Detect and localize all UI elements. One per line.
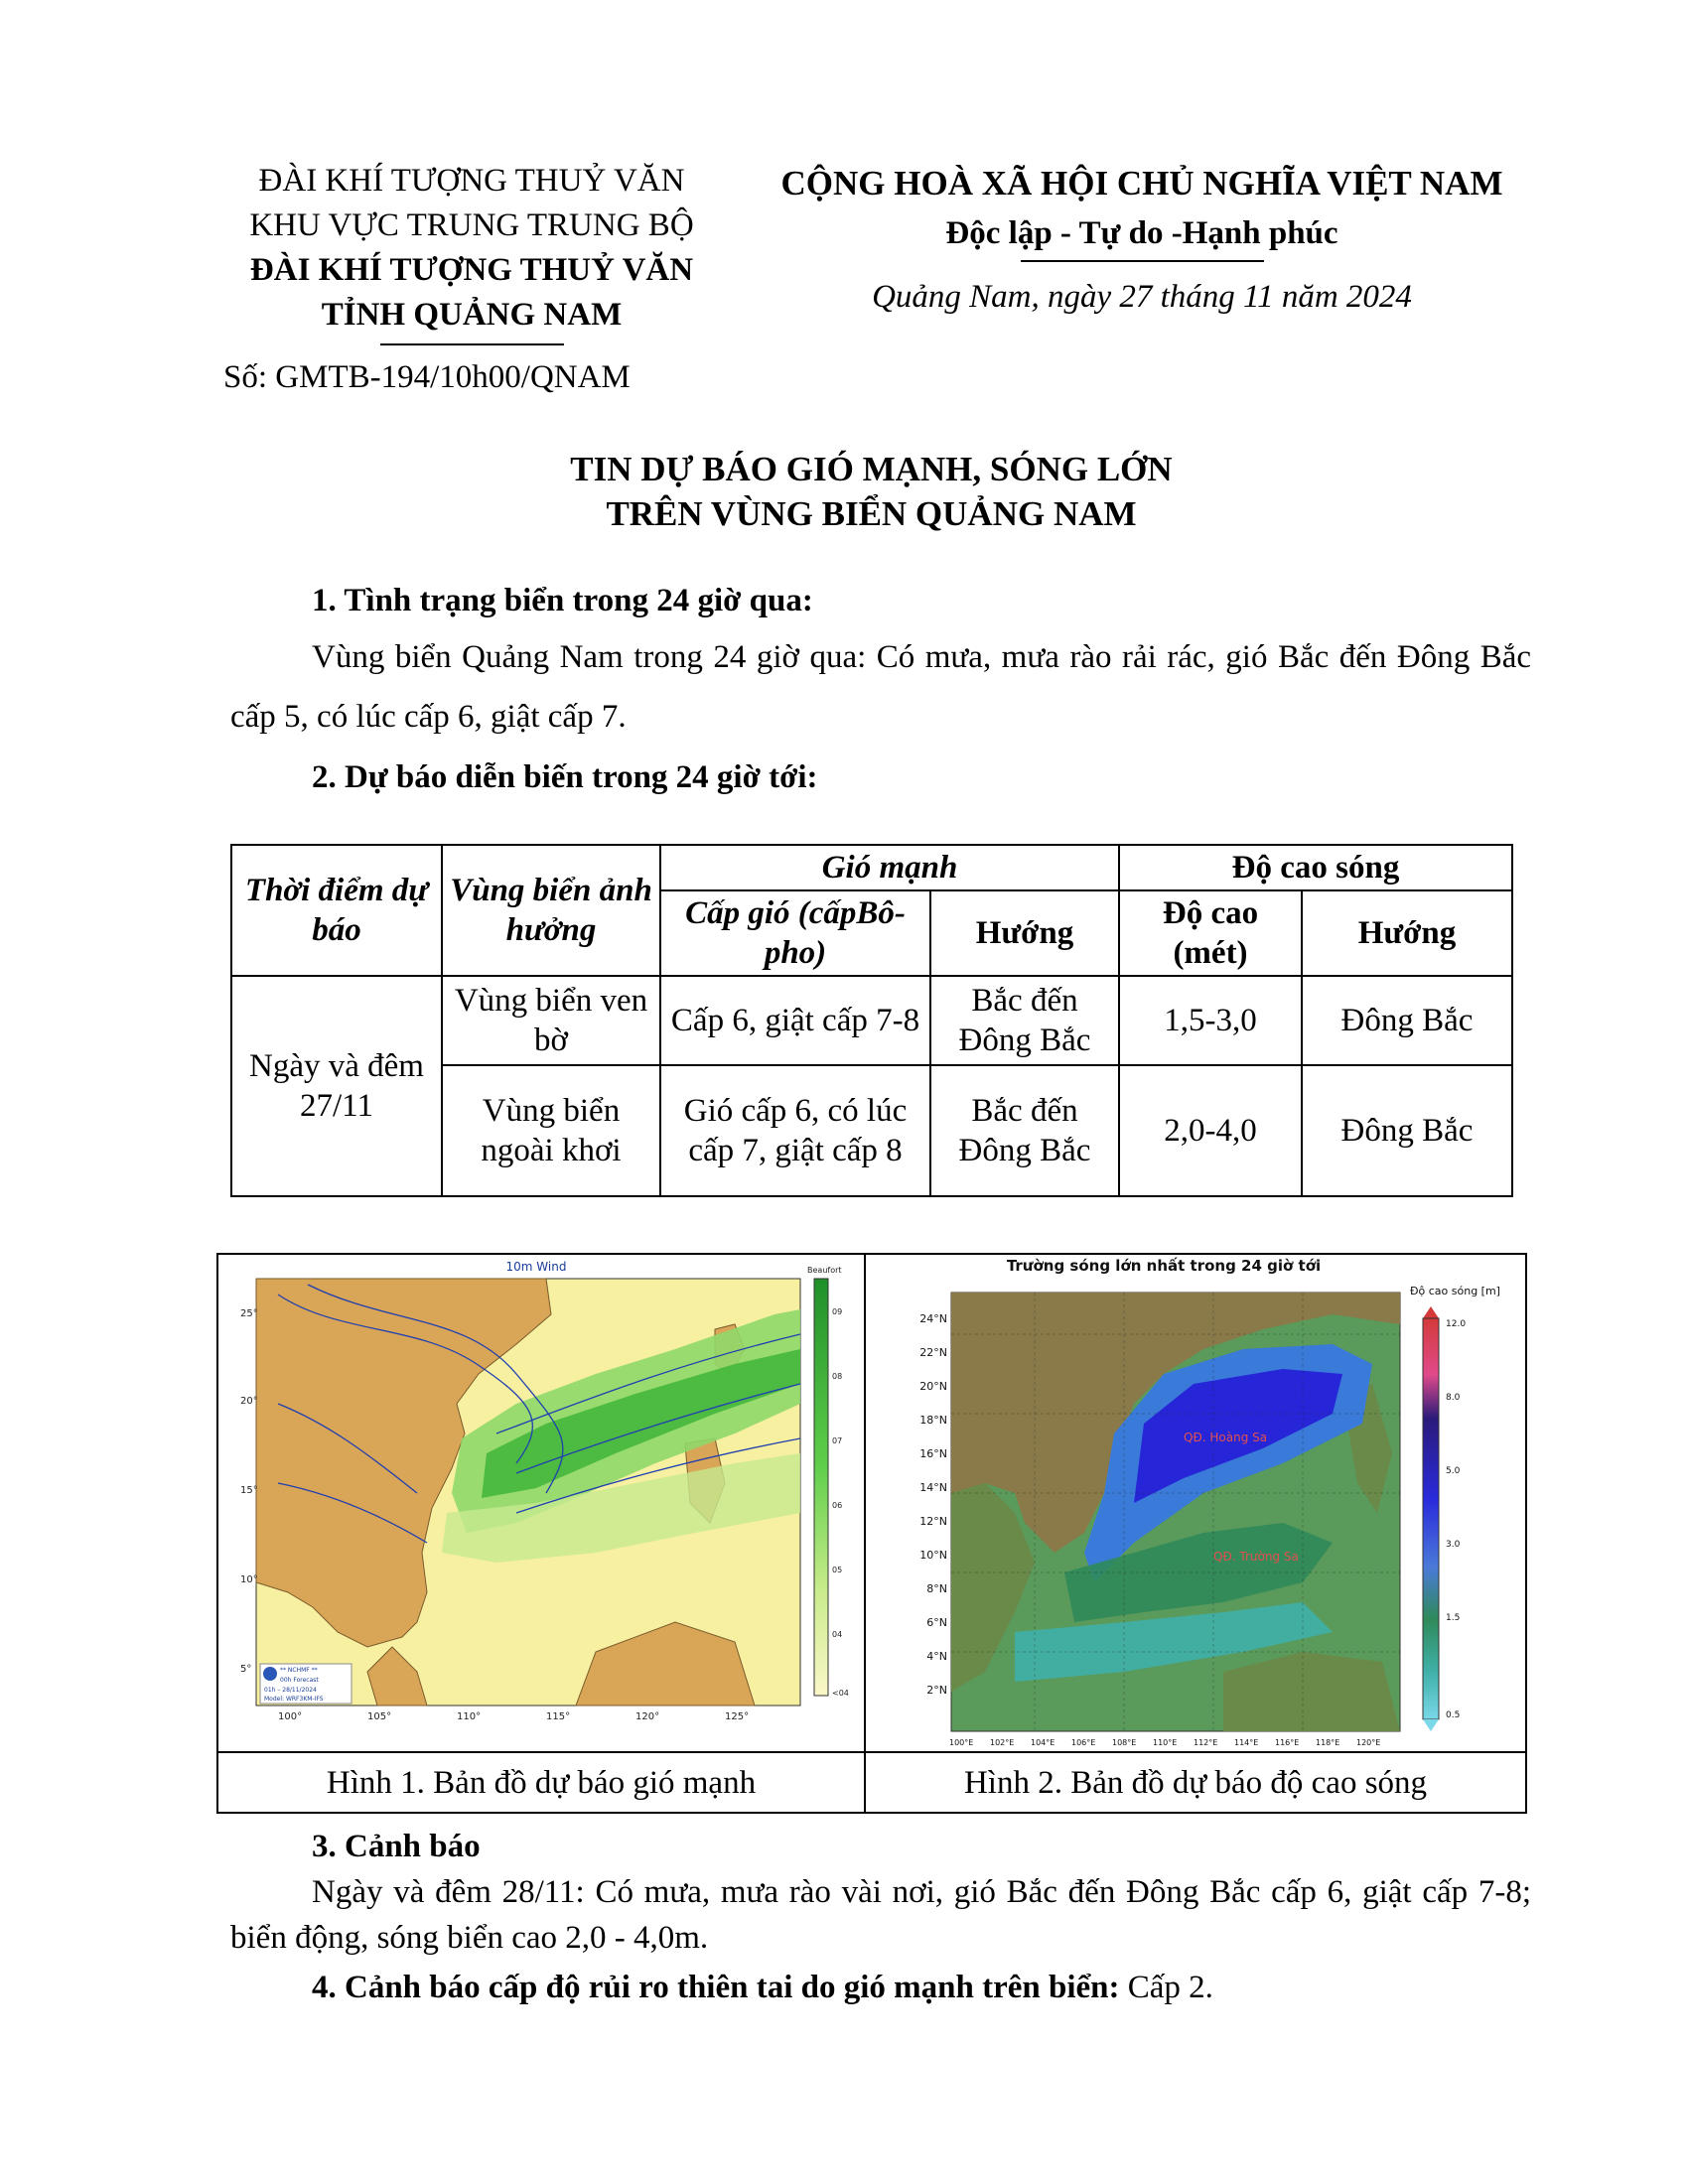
agency-divider xyxy=(380,343,564,345)
wave-lat-tick: 6°N xyxy=(926,1616,947,1629)
national-motto: Độc lập - Tự do -Hạnh phúc xyxy=(945,215,1338,251)
wave-lon-tick: 104°E xyxy=(1031,1738,1055,1747)
wave-lat-tick: 20°N xyxy=(919,1380,947,1393)
svg-text:01h – 28/11/2024: 01h – 28/11/2024 xyxy=(264,1687,317,1694)
svg-text:Độ cao sóng [m]: Độ cao sóng [m] xyxy=(1410,1285,1500,1297)
nchmf-stamp xyxy=(260,1664,352,1704)
section-2-heading: 2. Dự báo diễn biến trong 24 giờ tới: xyxy=(312,759,818,795)
motto-divider xyxy=(1021,260,1264,262)
wind-map-area xyxy=(240,1279,800,1722)
svg-text:06: 06 xyxy=(832,1501,843,1510)
header-wind-level: Cấp gió (cấpBô-pho) xyxy=(660,890,930,976)
svg-text:8.0: 8.0 xyxy=(1446,1393,1461,1403)
wave-lat-tick: 12°N xyxy=(919,1515,947,1528)
agency-line-4: TỈNH QUẢNG NAM xyxy=(321,297,623,333)
table-row xyxy=(231,976,1512,1065)
agency-line-2: KHU VỰC TRUNG TRUNG BỘ xyxy=(249,207,694,243)
wind-lat-tick: 15° xyxy=(240,1485,258,1496)
figure-1-caption: Hình 1. Bản đồ dự báo gió mạnh xyxy=(218,1751,864,1816)
wind-lat-tick: 25° xyxy=(240,1308,258,1319)
wave-height-cell: 1,5-3,0 xyxy=(1119,976,1302,1065)
wind-lon-tick: 100° xyxy=(278,1711,303,1722)
wind-forecast-map xyxy=(218,1255,862,1751)
svg-text:04: 04 xyxy=(832,1630,843,1639)
issue-date: Quảng Nam, ngày 27 tháng 11 năm 2024 xyxy=(872,279,1412,315)
wind-lon-tick: 105° xyxy=(367,1711,392,1722)
agency-line-1: ĐÀI KHÍ TƯỢNG THUỶ VĂN xyxy=(258,163,685,199)
svg-text:0.5: 0.5 xyxy=(1446,1710,1461,1720)
wave-lat-tick: 18°N xyxy=(919,1414,947,1427)
header-wave-meters: Độ cao (mét) xyxy=(1119,890,1302,976)
wind-level-cell: Gió cấp 6, có lúc cấp 7, giật cấp 8 xyxy=(660,1065,930,1196)
wave-lat-tick: 8°N xyxy=(926,1582,947,1595)
wave-lon-tick: 118°E xyxy=(1316,1738,1340,1747)
wind-level-cell: Cấp 6, giật cấp 7-8 xyxy=(660,976,930,1065)
svg-text:1.5: 1.5 xyxy=(1446,1613,1461,1623)
svg-text:12.0: 12.0 xyxy=(1446,1319,1467,1329)
wind-lat-tick: 10° xyxy=(240,1574,258,1585)
figure-2-caption: Hình 2. Bản đồ dự báo độ cao sóng xyxy=(866,1751,1525,1816)
document-number: Số: GMTB-194/10h00/QNAM xyxy=(223,359,631,395)
wave-lon-tick: 120°E xyxy=(1356,1738,1381,1747)
wind-lat-tick: 5° xyxy=(240,1664,252,1675)
wave-height-map xyxy=(866,1255,1525,1751)
wave-map-area xyxy=(919,1293,1400,1747)
title-line-1: TIN DỰ BÁO GIÓ MẠNH, SÓNG LỚN xyxy=(570,450,1173,488)
svg-text:3.0: 3.0 xyxy=(1446,1540,1461,1550)
svg-text:08: 08 xyxy=(832,1372,843,1381)
wave-lat-tick: 24°N xyxy=(919,1312,947,1325)
national-header xyxy=(755,159,1529,322)
forecast-time-cell: Ngày và đêm 27/11 xyxy=(231,976,442,1196)
section-4-heading: 4. Cảnh báo cấp độ rủi ro thiên tai do gió mạnh trên biển: xyxy=(312,1970,1120,2005)
wind-lon-tick: 110° xyxy=(457,1711,482,1722)
document-title xyxy=(213,447,1529,536)
issuing-agency xyxy=(213,159,730,400)
svg-text:09: 09 xyxy=(832,1307,843,1316)
wind-direction-cell: Bắc đến Đông Bắc xyxy=(930,976,1119,1065)
svg-text:** NCHMF **: ** NCHMF ** xyxy=(280,1667,318,1674)
nation-title: CỘNG HOÀ XÃ HỘI CHỦ NGHĨA VIỆT NAM xyxy=(780,164,1503,203)
svg-text:07: 07 xyxy=(832,1436,843,1445)
header-affected-area: Vùng biển ảnh hưởng xyxy=(442,845,660,976)
risk-level-value: Cấp 2. xyxy=(1119,1970,1213,2005)
wave-lat-tick: 16°N xyxy=(919,1447,947,1460)
wave-lon-tick: 112°E xyxy=(1194,1738,1218,1747)
wave-lat-tick: 2°N xyxy=(926,1684,947,1697)
section-1-heading: 1. Tình trạng biển trong 24 giờ qua: xyxy=(312,583,813,618)
label-hoang-sa: QĐ. Hoàng Sa xyxy=(1184,1431,1268,1444)
figure-1 xyxy=(218,1255,866,1812)
header-wave-direction: Hướng xyxy=(1302,890,1512,976)
wave-lat-tick: 10°N xyxy=(919,1549,947,1562)
svg-text:<04: <04 xyxy=(832,1689,849,1698)
wind-lat-tick: 20° xyxy=(240,1396,258,1407)
wave-direction-cell: Đông Bắc xyxy=(1302,976,1512,1065)
title-line-2: TRÊN VÙNG BIỂN QUẢNG NAM xyxy=(606,494,1137,533)
wave-map-title: Trường sóng lớn nhất trong 24 giờ tới xyxy=(1006,1257,1322,1275)
header-wave-height: Độ cao sóng xyxy=(1119,845,1512,890)
svg-text:05: 05 xyxy=(832,1566,843,1574)
forecast-table xyxy=(230,844,1513,1197)
wind-lon-tick: 115° xyxy=(546,1711,571,1722)
figure-table xyxy=(216,1253,1527,1814)
section-3-text: Ngày và đêm 28/11: Có mưa, mưa rào vài nơi, gió Bắc đến Đông Bắc cấp 6, giật cấp 7-8; biển động, sóng biển cao 2,0 - 4,0m. xyxy=(230,1874,1531,1956)
wave-lat-tick: 22°N xyxy=(919,1346,947,1359)
wave-lon-tick: 100°E xyxy=(949,1738,974,1747)
header-strong-wind: Gió mạnh xyxy=(660,845,1119,890)
svg-text:00h Forecast: 00h Forecast xyxy=(280,1677,319,1684)
wave-height-cell: 2,0-4,0 xyxy=(1119,1065,1302,1196)
wave-lon-tick: 116°E xyxy=(1275,1738,1300,1747)
svg-text:Model: WRF3KM-IFS: Model: WRF3KM-IFS xyxy=(264,1696,324,1703)
svg-text:Beaufort: Beaufort xyxy=(807,1266,842,1275)
label-truong-sa: QĐ. Trường Sa xyxy=(1213,1550,1299,1564)
section-3-heading: 3. Cảnh báo xyxy=(312,1829,481,1864)
area-cell: Vùng biển ngoài khơi xyxy=(442,1065,660,1196)
wind-direction-cell: Bắc đến Đông Bắc xyxy=(930,1065,1119,1196)
header-forecast-time: Thời điểm dự báo xyxy=(231,845,442,976)
section-1-text: Vùng biển Quảng Nam trong 24 giờ qua: Có mưa, mưa rào rải rác, gió Bắc đến Đông Bắc cấp 5, có lúc cấp 6, giật cấp 7. xyxy=(230,639,1531,735)
wave-lon-tick: 110°E xyxy=(1153,1738,1178,1747)
wave-lon-tick: 106°E xyxy=(1071,1738,1096,1747)
header-wind-direction: Hướng xyxy=(930,890,1119,976)
wave-direction-cell: Đông Bắc xyxy=(1302,1065,1512,1196)
wave-lon-tick: 114°E xyxy=(1234,1738,1259,1747)
globe-icon xyxy=(263,1667,277,1681)
wave-lon-tick: 108°E xyxy=(1112,1738,1137,1747)
wave-lat-tick: 4°N xyxy=(926,1650,947,1663)
svg-text:5.0: 5.0 xyxy=(1446,1466,1461,1476)
wave-lon-tick: 102°E xyxy=(990,1738,1015,1747)
area-cell: Vùng biển ven bờ xyxy=(442,976,660,1065)
section-4 xyxy=(230,1963,1531,2012)
wave-lat-tick: 14°N xyxy=(919,1481,947,1494)
figure-2 xyxy=(866,1255,1525,1812)
wind-lon-tick: 120° xyxy=(635,1711,660,1722)
wind-lon-tick: 125° xyxy=(725,1711,750,1722)
agency-line-3: ĐÀI KHÍ TƯỢNG THUỶ VĂN xyxy=(249,252,694,288)
wind-map-title: 10m Wind xyxy=(505,1260,567,1274)
